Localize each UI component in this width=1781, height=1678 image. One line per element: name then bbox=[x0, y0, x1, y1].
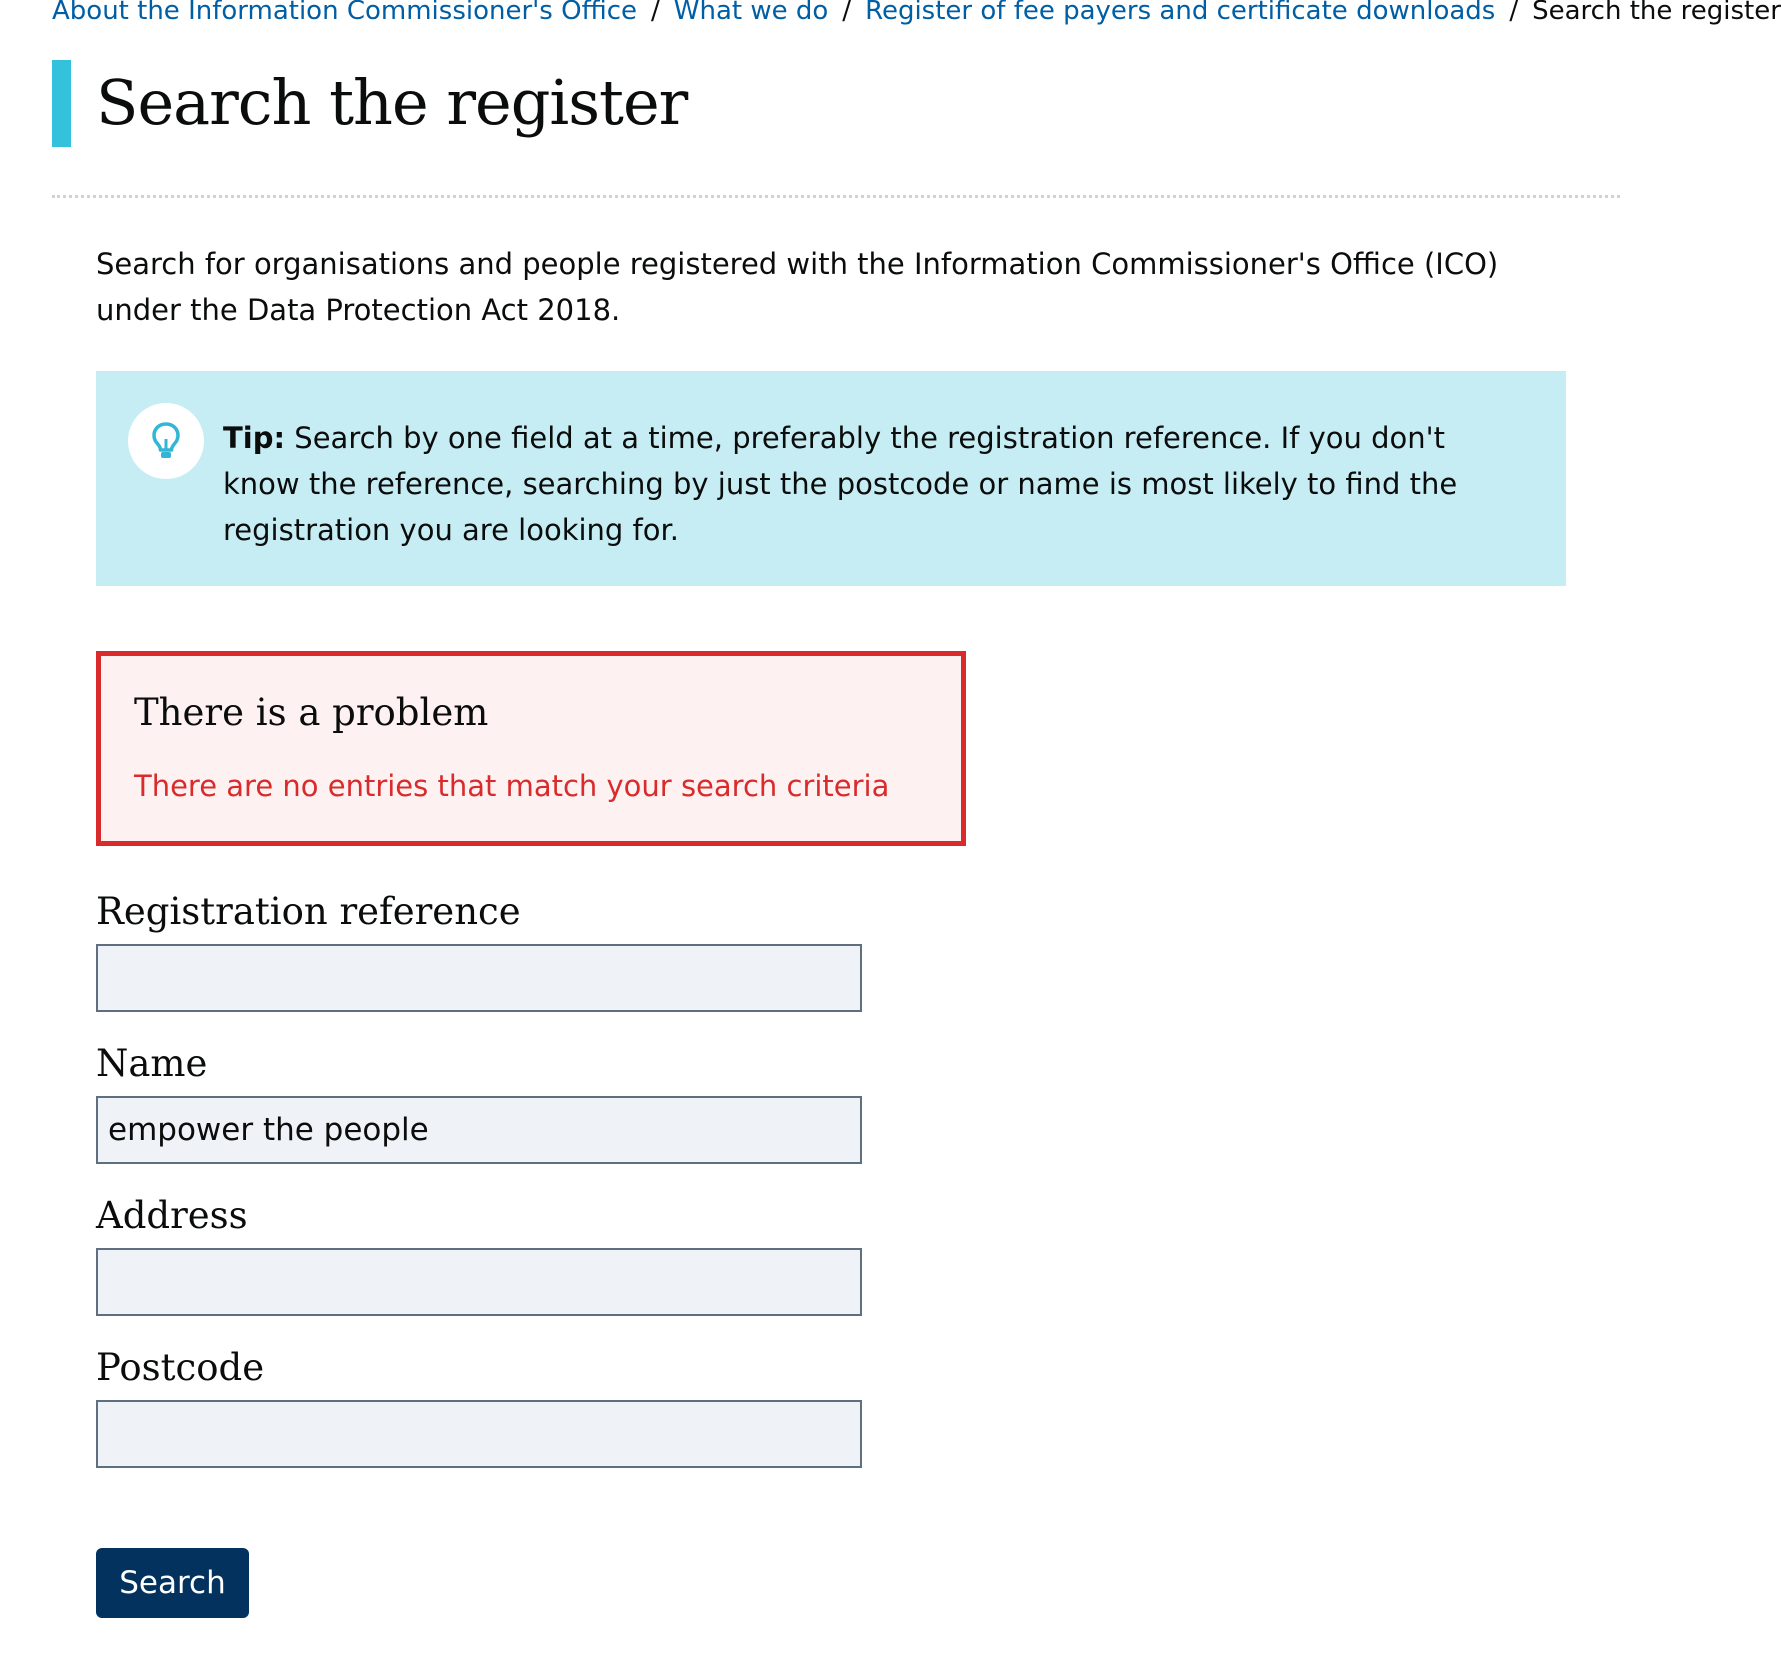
breadcrumb-current: Search the register bbox=[1532, 0, 1781, 26]
breadcrumb-separator: / bbox=[842, 0, 852, 26]
address-input[interactable] bbox=[96, 1248, 862, 1316]
intro-text: Search for organisations and people registered with the Information Commissioner's Office (ICO) under the Data Protection Act 2018. bbox=[96, 247, 1499, 327]
tip-body: Search by one field at a time, preferably the registration reference. If you don't know the reference, searching by just the postcode or name is most likely to find the registration you are looking for. bbox=[223, 421, 1458, 547]
postcode-label: Postcode bbox=[96, 1346, 265, 1389]
tip-box bbox=[96, 371, 1566, 586]
breadcrumb-link-about[interactable]: About the Information Commissioner's Office bbox=[52, 0, 638, 26]
error-title: There is a problem bbox=[134, 691, 489, 734]
address-label: Address bbox=[96, 1194, 248, 1237]
name-label: Name bbox=[96, 1042, 208, 1085]
error-message[interactable]: There are no entries that match your search criteria bbox=[134, 769, 890, 803]
error-summary bbox=[96, 651, 966, 846]
dotted-divider bbox=[52, 195, 1620, 198]
registration-reference-input[interactable] bbox=[96, 944, 862, 1012]
registration-reference-label: Registration reference bbox=[96, 890, 521, 933]
tip-text bbox=[223, 415, 1523, 553]
title-accent-bar bbox=[52, 60, 71, 147]
postcode-input[interactable] bbox=[96, 1400, 862, 1468]
breadcrumb-link-what-we-do[interactable]: What we do bbox=[673, 0, 829, 26]
lightbulb-icon bbox=[128, 403, 204, 479]
page-title: Search the register bbox=[96, 66, 688, 139]
name-input[interactable] bbox=[96, 1096, 862, 1164]
breadcrumb-link-register[interactable]: Register of fee payers and certificate downloads bbox=[865, 0, 1496, 26]
breadcrumb bbox=[52, 0, 1781, 30]
tip-label: Tip: bbox=[223, 421, 286, 455]
breadcrumb-separator: / bbox=[1509, 0, 1519, 26]
search-button[interactable]: Search bbox=[96, 1548, 249, 1618]
breadcrumb-separator: / bbox=[651, 0, 660, 26]
